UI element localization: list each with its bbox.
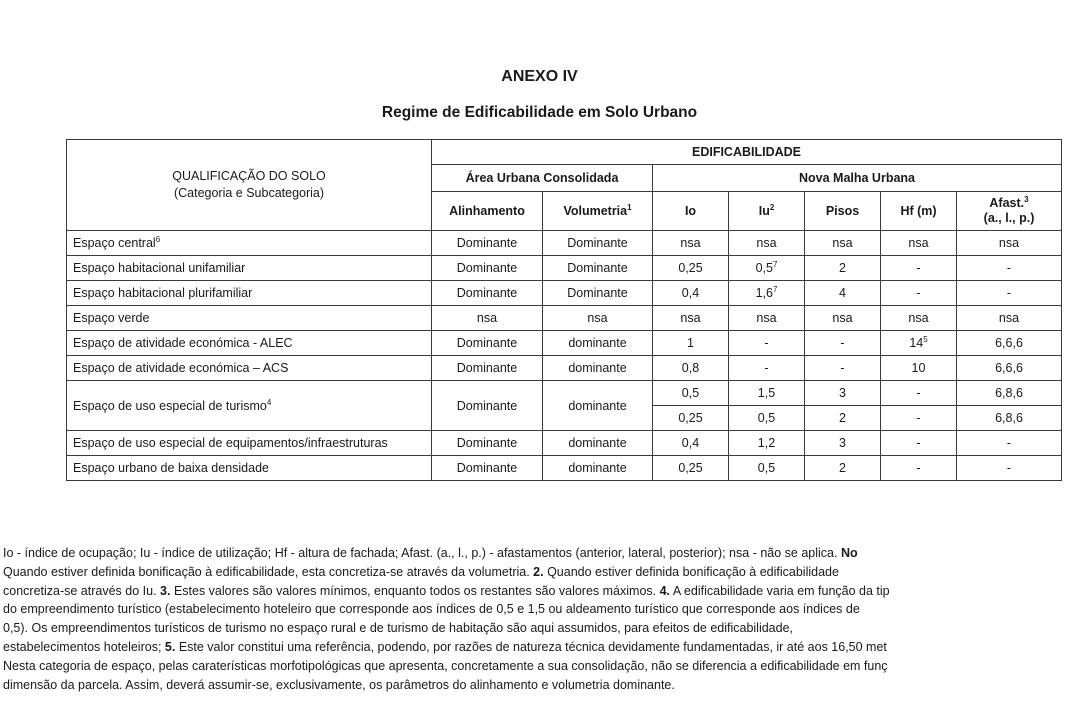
cell-hf: - (881, 406, 957, 431)
note-line: 0,5). Os empreendimentos turísticos de turismo no espaço rural e de turismo de habitação são aqui assumidos, para efeitos de edificabilidade, (3, 621, 794, 636)
edificability-table (66, 139, 1062, 481)
col-volumetria-label: Volumetria (563, 204, 628, 218)
note-number: 2. (533, 564, 544, 579)
cell-afast: 6,8,6 (957, 406, 1062, 431)
cell-hf: nsa (881, 306, 957, 331)
cell-iu: 1,5 (729, 381, 805, 406)
note-text: Quando estiver definida bonificação à edificabilidade, esta concretiza-se através da volumetria. (3, 564, 534, 579)
cell-afast: 6,8,6 (957, 381, 1062, 406)
table-row (67, 256, 1062, 281)
note-number: 3. (160, 583, 171, 598)
note-line (3, 563, 1079, 582)
note-line (3, 638, 1079, 657)
row-category (67, 231, 432, 256)
cell-iu: - (729, 331, 805, 356)
note-line: Nesta categoria de espaço, pelas caraterísticas morfotipológicas que apresenta, concretamente a sua consolidação, não se diferencia a edificabilidade em funç (3, 658, 888, 673)
cell-alinhamento: Dominante (432, 231, 543, 256)
cell-volumetria: dominante (543, 331, 653, 356)
note-line: dimensão da parcela. Assim, deverá assumir-se, exclusivamente, os parâmetros do alinhamento e volumetria dominante. (3, 677, 675, 692)
row-category: Espaço urbano de baixa densidade (67, 456, 432, 481)
cell-alinhamento: Dominante (432, 381, 543, 431)
cell-afast: nsa (957, 306, 1062, 331)
cell-volumetria: dominante (543, 431, 653, 456)
footnote-mark: 1 (627, 203, 632, 212)
cell-alinhamento: Dominante (432, 281, 543, 306)
note-text: Quando estiver definida bonificação à edificabilidade (543, 564, 839, 579)
cell-alinhamento: Dominante (432, 331, 543, 356)
cell-iu: nsa (729, 231, 805, 256)
table-row (67, 281, 1062, 306)
cell-volumetria: Dominante (543, 256, 653, 281)
cell-iu: 1,2 (729, 431, 805, 456)
cell-hf: - (881, 456, 957, 481)
col-io-header: Io (653, 192, 729, 231)
footnote-mark: 5 (923, 335, 928, 344)
cell-iu: 0,5 (729, 406, 805, 431)
qualification-header (67, 140, 432, 231)
cell-io: 0,25 (653, 456, 729, 481)
col-hf-header: Hf (m) (881, 192, 957, 231)
col-afast-header (957, 192, 1062, 231)
cell-iu (729, 256, 805, 281)
cell-hf: - (881, 281, 957, 306)
note-text: concretiza-se através do Iu. (3, 583, 161, 598)
cell-hf: 10 (881, 356, 957, 381)
cell-iu: 0,5 (729, 456, 805, 481)
col-afast-sublabel: (a., l., p.) (983, 211, 1035, 225)
col-iu-label: Iu (758, 204, 770, 218)
cell-afast: - (957, 456, 1062, 481)
table-row (67, 231, 1062, 256)
cell-io: 0,4 (653, 431, 729, 456)
footnote-mark: 3 (1024, 195, 1029, 204)
footnote-mark: 4 (266, 397, 272, 407)
qualification-subtitle: (Categoria e Subcategoria) (173, 186, 325, 200)
col-alinhamento-header: Alinhamento (432, 192, 543, 231)
cell-pisos: nsa (805, 306, 881, 331)
note-text: Estes valores são valores mínimos, enquanto todos os restantes são valores máximos. (170, 583, 660, 598)
annex-title: ANEXO IV (501, 68, 578, 85)
footnote-mark: 7 (772, 285, 778, 294)
cell-alinhamento: nsa (432, 306, 543, 331)
cell-io: 0,4 (653, 281, 729, 306)
row-category: Espaço habitacional unifamiliar (67, 256, 432, 281)
qualification-title: QUALIFICAÇÃO DO SOLO (172, 169, 326, 183)
cell-io: nsa (653, 231, 729, 256)
cell-pisos: 2 (805, 256, 881, 281)
note-text: Este valor constitui uma referência, podendo, por razões de natureza técnica devidamente fundamentadas, ir até aos 16,50 met (175, 639, 887, 654)
note-line (3, 582, 1079, 601)
note-text: estabelecimentos hoteleiros; (3, 639, 165, 654)
cell-hf: - (881, 256, 957, 281)
cell-iu: nsa (729, 306, 805, 331)
cell-volumetria: Dominante (543, 281, 653, 306)
note-text: A edificabilidade varia em função da tip (670, 583, 890, 598)
col-iu-header (729, 192, 805, 231)
row-category (67, 381, 432, 431)
note-number: 4. (659, 583, 671, 598)
table-row (67, 306, 1062, 331)
cell-volumetria: Dominante (543, 231, 653, 256)
cell-afast: 6,6,6 (957, 331, 1062, 356)
cell-iu: - (729, 356, 805, 381)
cell-pisos: 2 (805, 406, 881, 431)
iu-value: 1,6 (755, 286, 773, 300)
cell-iu (729, 281, 805, 306)
row-category: Espaço de atividade económica – ACS (67, 356, 432, 381)
document-subtitle: Regime de Edificabilidade em Solo Urbano (381, 104, 698, 121)
table-notes (3, 544, 1079, 694)
col-volumetria-header (543, 192, 653, 231)
cell-pisos: nsa (805, 231, 881, 256)
table-row (67, 456, 1062, 481)
cell-pisos: 3 (805, 431, 881, 456)
cell-io: 1 (653, 331, 729, 356)
cell-pisos: 2 (805, 456, 881, 481)
group-consolidada-header: Área Urbana Consolidada (432, 165, 653, 192)
cell-afast: nsa (957, 231, 1062, 256)
footnote-mark: 7 (772, 260, 778, 269)
cell-afast: - (957, 281, 1062, 306)
edificabilidade-header: EDIFICABILIDADE (432, 140, 1062, 165)
cell-alinhamento: Dominante (432, 356, 543, 381)
row-category: Espaço verde (67, 306, 432, 331)
cell-io: 0,5 (653, 381, 729, 406)
iu-value: 0,5 (755, 261, 773, 275)
footnote-mark: 2 (769, 203, 775, 212)
footnote-mark: 6 (155, 235, 161, 244)
category-label: Espaço de uso especial de turismo (73, 398, 267, 413)
cell-afast: - (957, 431, 1062, 456)
note-text: Io - índice de ocupação; Iu - índice de utilização; Hf - altura de fachada; Afast. (a., l., p.) - afastamentos (anterior, lateral, posterior); nsa - não se aplica. (3, 546, 841, 560)
cell-hf: - (881, 381, 957, 406)
cell-volumetria: dominante (543, 381, 653, 431)
cell-pisos: 3 (805, 381, 881, 406)
col-afast-label: Afast. (989, 196, 1025, 210)
cell-hf: nsa (881, 231, 957, 256)
note-number: 5. (164, 639, 176, 654)
table-row (67, 431, 1062, 456)
cell-volumetria: dominante (543, 456, 653, 481)
cell-io: nsa (653, 306, 729, 331)
cell-hf: - (881, 431, 957, 456)
cell-hf (881, 331, 957, 356)
cell-io: 0,25 (653, 256, 729, 281)
cell-pisos: - (805, 331, 881, 356)
note-text-bold: No (840, 546, 858, 560)
cell-pisos: 4 (805, 281, 881, 306)
cell-afast: - (957, 256, 1062, 281)
row-category: Espaço de atividade económica - ALEC (67, 331, 432, 356)
group-nova-header: Nova Malha Urbana (653, 165, 1062, 192)
note-line (3, 544, 1079, 563)
cell-volumetria: nsa (543, 306, 653, 331)
table-row (67, 331, 1062, 356)
cell-alinhamento: Dominante (432, 256, 543, 281)
note-line: do empreendimento turístico (estabelecimento hoteleiro que corresponde aos índices de 0,5 e 1,5 ou aldeamento turístico que corresponde aos índices de (3, 602, 860, 617)
cell-io: 0,25 (653, 406, 729, 431)
cell-afast: 6,6,6 (957, 356, 1062, 381)
cell-alinhamento: Dominante (432, 456, 543, 481)
row-category: Espaço de uso especial de equipamentos/infraestruturas (67, 431, 432, 456)
col-pisos-header: Pisos (805, 192, 881, 231)
table-row-turismo (67, 381, 1062, 406)
table-row (67, 356, 1062, 381)
category-label: Espaço central (73, 236, 156, 250)
hf-value: 14 (909, 336, 924, 350)
cell-alinhamento: Dominante (432, 431, 543, 456)
cell-io: 0,8 (653, 356, 729, 381)
row-category: Espaço habitacional plurifamiliar (67, 281, 432, 306)
cell-pisos: - (805, 356, 881, 381)
cell-volumetria: dominante (543, 356, 653, 381)
